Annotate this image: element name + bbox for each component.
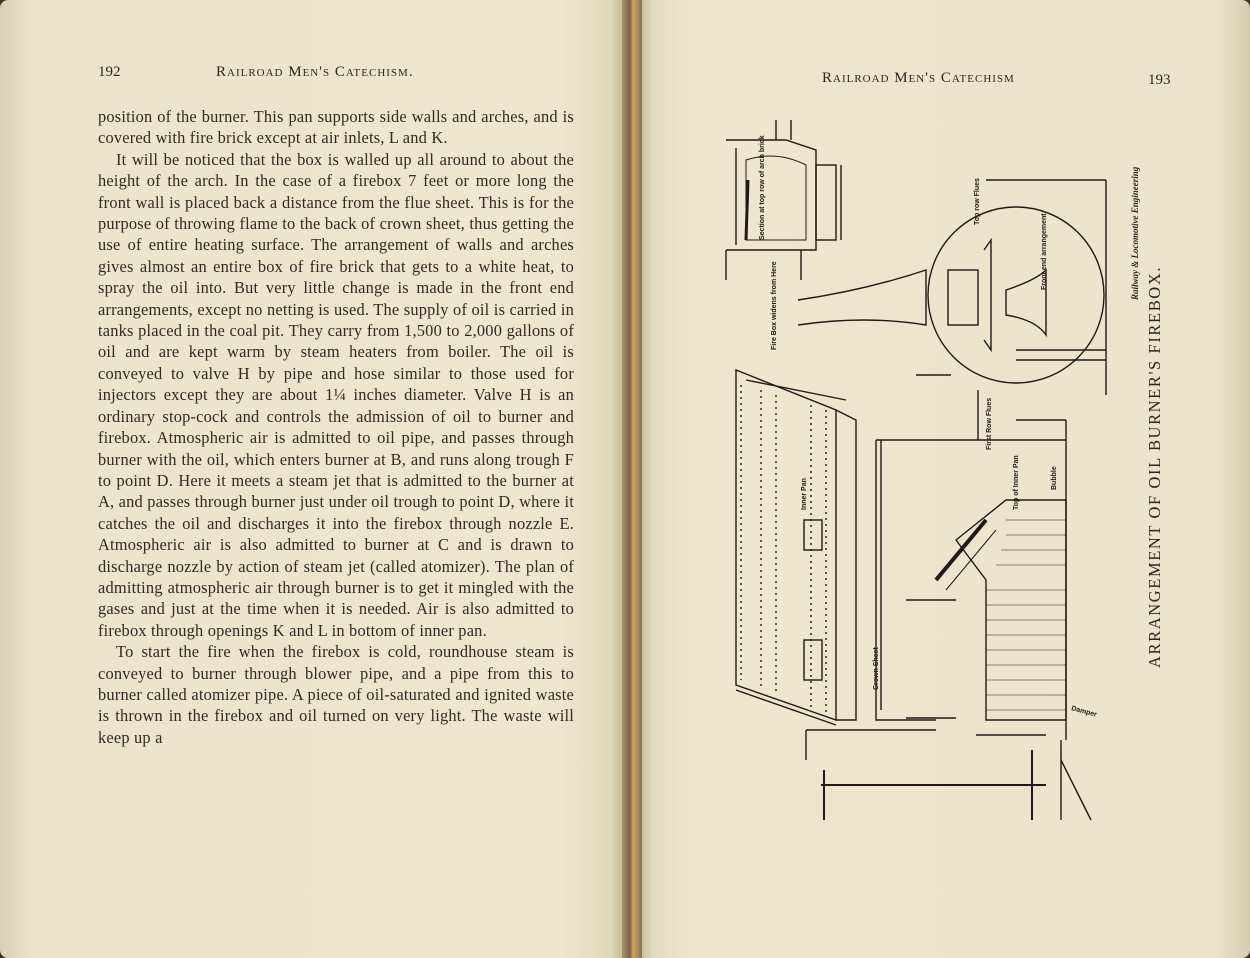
left-page-number: 192 (98, 64, 121, 80)
book-gutter (622, 0, 642, 958)
left-running-head: Railroad Men's Catechism. (216, 64, 414, 80)
label-damper: Damper (1070, 705, 1098, 719)
left-body-text (98, 106, 574, 748)
label-top-row-flues: Top row Flues (974, 178, 981, 225)
firebox-diagram (716, 120, 1146, 840)
paragraph-1: position of the burner. This pan supports side walls and arches, and is covered with fire brick except at air inlets, L and K. (98, 107, 574, 148)
right-page-number: 193 (1148, 72, 1171, 88)
figure-caption: ARRANGEMENT OF OIL BURNER'S FIREBOX. (1145, 265, 1164, 668)
label-firebox-widens: Fire Box widens from Here (771, 261, 778, 350)
figure-credit: Railway & Locomotive Engineering (1130, 166, 1140, 300)
arch-section-drawing (726, 120, 841, 280)
label-inner-pan: Inner Pan (801, 478, 808, 510)
paragraph-2: It will be noticed that the box is walled up all around to about the height of the arch. In the case of a firebox 7 feet or more long the front wall is placed back a distance from the flue sheet. This is for the purpose of throwing flame to the back of crown sheet, thus getting the use of entire heating surface. The arrangement of walls and arches gives almost an entire box of fire brick that gets to a white heat, to spray the oil into. But very little change is made in the front end arrangements, except no netting is used. The supply of oil is carried in tanks placed in the coal pit. They carry from 1,500 to 2,000 gallons of oil and are kept warm by steam heaters from boiler. The oil is conveyed to valve H by pipe and hose similar to those used for injectors except they are about 1¼ inches diameter. Valve H is an ordinary stop-cock and controls the admission of oil to burner and firebox. Atmospheric air is admitted to oil pipe, and passes through burner with the oil, which enters burner at B, and runs along trough F to point D. Here it meets a steam jet that is admitted to the burner at A, and passes through burner just under oil trough to point D, where it catches the oil and discharges it into the firebox through nozzle E. Atmospheric air is also admitted to burner at C and is drawn to discharge nozzle by action of steam jet (called atomizer). The plan of admitting atmospheric air through burner is to get it mingled with the gases and just at the time when it is needed. Air is also admitted to firebox through openings K and L in bottom of inner pan. (98, 149, 574, 640)
label-top-of-inner-pan: Top of Inner Pan (1013, 455, 1020, 510)
front-end-drawing (798, 180, 1106, 395)
label-section: Section at top row of arch brick (759, 135, 766, 240)
paragraph-3: To start the fire when the firebox is cold, roundhouse steam is conveyed to burner through blower pipe, and a pipe from this to burner called atomizer pipe. A piece of oil-saturated and ignited waste is thrown in the firebox and oil turned on very light. The waste will keep up a (98, 642, 574, 747)
label-bubble: Bubble (1051, 466, 1058, 490)
inner-pan-drawing (736, 370, 856, 725)
label-front-end: Front end arrangement (1041, 213, 1048, 290)
label-first-row-flues: First Row Flues (986, 397, 993, 450)
right-running-head: Railroad Men's Catechism (822, 70, 1015, 86)
brick-pattern (986, 520, 1066, 710)
label-crown-sheet: Crown Sheet (873, 647, 880, 690)
